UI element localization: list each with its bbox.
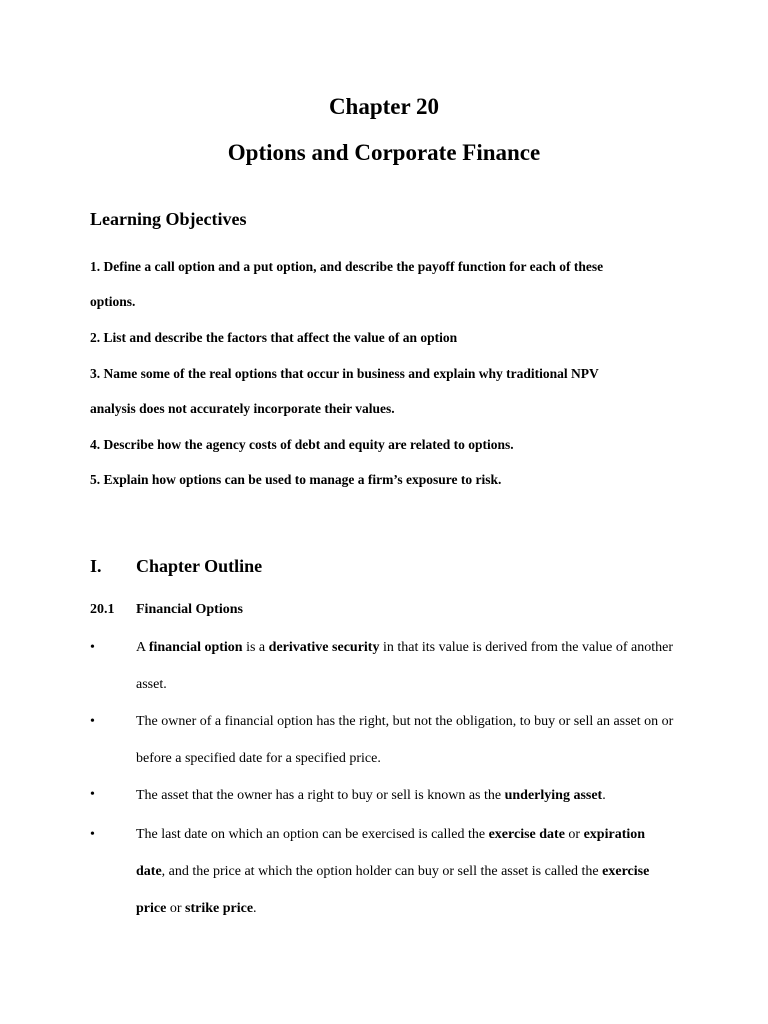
objective-1-line-1: 1. Define a call option and a put option, and describe the payoff function for each of these (90, 259, 604, 274)
bullet-icon: • (90, 827, 95, 842)
objective-2: 2. List and describe the factors that affect the value of an option (90, 330, 458, 345)
learning-objectives-heading: Learning Objectives (90, 209, 247, 229)
bullet-text: The asset that the owner has a right to buy or sell is known as the underlying asset. (136, 788, 606, 803)
bullet-icon: • (90, 714, 95, 729)
section-number: I. (90, 556, 102, 576)
term-derivative-security: derivative security (268, 640, 380, 655)
objective-3-line-2: analysis does not accurately incorporate their values. (90, 401, 395, 416)
bullet-icon: • (90, 640, 95, 655)
objective-1-line-2: options. (90, 294, 136, 309)
objective-5: 5. Explain how options can be used to manage a firm’s exposure to risk. (90, 472, 502, 487)
term-exercise-date: exercise date (488, 827, 565, 842)
term-exercise-price: exercise price (136, 864, 650, 916)
objective-4: 4. Describe how the agency costs of debt and equity are related to options. (90, 437, 514, 452)
bullet-text: A financial option is a derivative security in that its value is derived from the value of another asset. (136, 640, 673, 692)
bullet-text: The owner of a financial option has the right, but not the obligation, to buy or sell an asset on or before a specified date for a specified price. (136, 714, 674, 766)
term-strike-price: strike price (185, 901, 254, 916)
objective-3-line-1: 3. Name some of the real options that occur in business and explain why traditional NPV (90, 366, 599, 381)
section-title: Chapter Outline (136, 556, 263, 576)
subsection-title: Financial Options (136, 602, 243, 617)
bullet-text: The last date on which an option can be exercised is called the exercise date or expiration date, and the price at which the option holder can buy or sell the asset is called the exercise price or strike price. (136, 827, 650, 916)
term-underlying-asset: underlying asset (504, 788, 603, 803)
chapter-number: Chapter 20 (328, 94, 440, 119)
subsection-number: 20.1 (90, 602, 115, 617)
term-financial-option: financial option (148, 640, 243, 655)
term-expiration-date: expiration date (136, 827, 646, 879)
chapter-title: Options and Corporate Finance (227, 140, 541, 165)
bullet-icon: • (90, 787, 95, 802)
